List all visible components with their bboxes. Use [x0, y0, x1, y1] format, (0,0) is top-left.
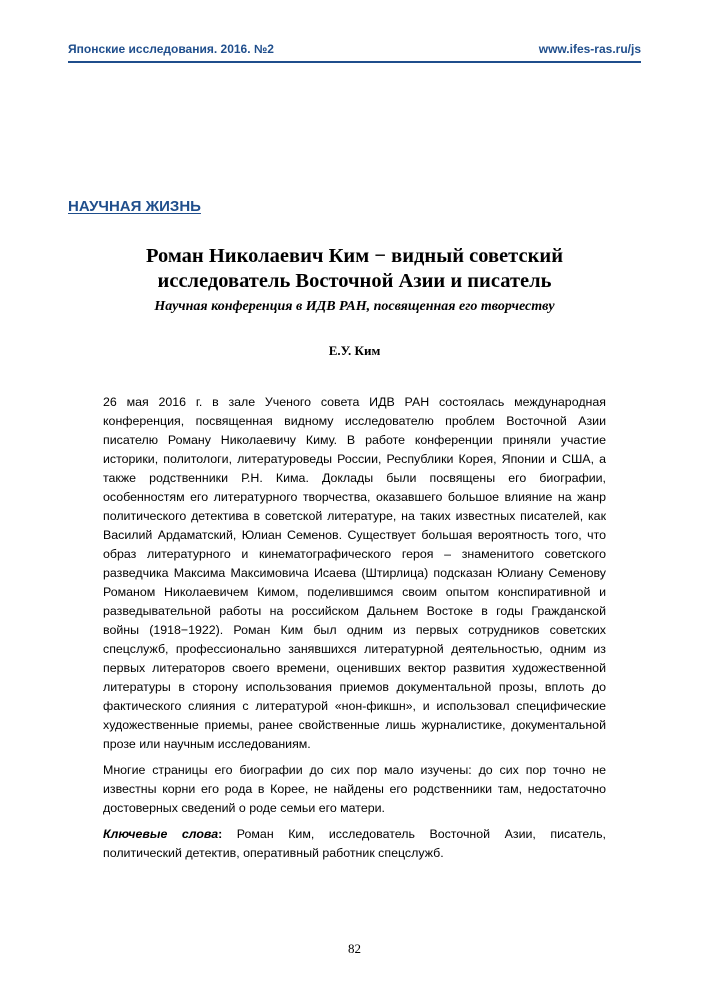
- running-header: [68, 42, 641, 60]
- page-number: 82: [348, 941, 361, 956]
- section-heading: НАУЧНАЯ ЖИЗНЬ: [68, 198, 201, 215]
- article-author: Е.У. Ким: [328, 343, 381, 358]
- header-divider: [68, 61, 641, 63]
- abstract-paragraph-1: 26 мая 2016 г. в зале Ученого совета ИДВ РАН состоялась международная конференция, посвященная видному исследователю проблем Восточной Азии писателю Роману Николаевичу Киму. В работе конференции приняли участие историки, политологи, литературоведы России, Республики Корея, Японии и США, а также родственники Р.Н. Кима. Доклады были посвящены его биографии, особенностям его литературного творчества, оказавшего большое влияние на жанр политического детектива в советской литературе, на таких известных писателей, как Василий Ардаматский, Юлиан Семенов. Существует большая вероятность того, что образ литературного и кинематографического героя – знаменитого советского разведчика Максима Максимовича Исаева (Штирлица) подсказан Юлиану Семенову Романом Николаевичем Кимом, поделившимся своим опытом конспиративной и разведывательной работы на российском Дальнем Востоке в годы Гражданской войны (1918−1922). Роман Ким был одним из первых сотрудников советских спецслужб, профессионально занявшихся литературной деятельностью, одним из первых литераторов своего времени, оценивших вектор развития художественной литературы в сторону использования приемов документальной прозы, вплоть до фактического слияния с литературой «нон-фикшн», и использовал специфические художественные приемы, ранее свойственные лишь журналистике, документальной прозе или научным исследованиям.: [103, 395, 606, 751]
- keywords-label: Ключевые слова: [103, 827, 219, 841]
- article-title-line-2: исследователь Восточной Азии и писатель: [157, 270, 552, 292]
- article-title: [100, 244, 609, 294]
- article-subtitle: Научная конференция в ИДВ РАН, посвященная его творчеству: [154, 299, 555, 314]
- abstract-paragraph-2: Многие страницы его биографии до сих пор мало изучены: до сих пор точно не известны корни его рода в Корее, не найдены его родственники там, недостаточно достоверных сведений о роде семьи его матери.: [103, 763, 606, 815]
- abstract: [103, 393, 606, 870]
- keywords-colon: :: [218, 827, 223, 841]
- keywords: [103, 825, 606, 863]
- keywords-text: Роман Ким, исследователь Восточной Азии, писатель, политический детектив, оперативный работник спецслужб.: [103, 827, 606, 860]
- article-title-line-1: Роман Николаевич Ким − видный советский: [145, 245, 564, 267]
- journal-title: Японские исследования. 2016. №2: [68, 42, 274, 56]
- journal-website-link[interactable]: www.ifes-ras.ru/js: [538, 42, 641, 56]
